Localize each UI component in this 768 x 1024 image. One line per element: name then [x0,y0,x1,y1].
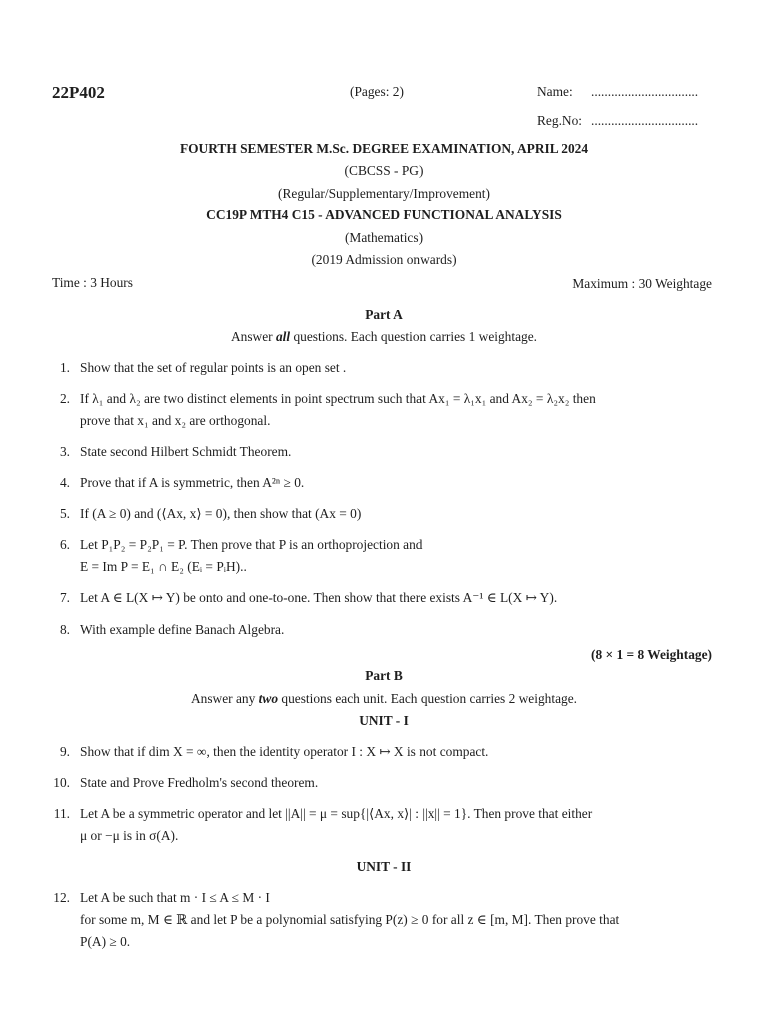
question-4: 4. Prove that if A is symmetric, then A²ⁿ ≥ 0. [59,475,305,490]
question-1: 1. Show that the set of regular points is an open set . [59,360,347,375]
part-a-weightage: (8 × 1 = 8 Weightage) [590,647,712,662]
unit-2-heading: UNIT - II [356,859,412,874]
admission: (2019 Admission onwards) [311,252,457,267]
exam-title: FOURTH SEMESTER M.Sc. DEGREE EXAMINATION, APRIL 2024 [179,141,589,156]
subject: (Mathematics) [344,230,424,245]
unit-1-heading: UNIT - I [359,713,409,728]
name-label: Name: [537,84,573,99]
name-dots: ................................ [591,84,699,99]
question-6: 6. Let P₁P₂ = P₂P₁ = P. Then prove that P is an orthoprojection and E = Im P = E₁ ∩ E₂ (Eᵢ = PᵢH).. [59,537,423,574]
paper-code: 22P402 [52,83,105,102]
maximum-weightage: Maximum : 30 Weightage [572,276,712,291]
exam-scheme: (CBCSS - PG) [344,163,424,178]
question-11: 11. Let A be a symmetric operator and let ||A|| = μ = sup{|⟨Ax, x⟩| : ||x|| = 1}. Then prove that either μ or −μ is in σ(A). [53,806,593,843]
question-5: 5. If (A ≥ 0) and (⟨Ax, x⟩ = 0), then show that (Ax = 0) [59,506,362,521]
exam-type: (Regular/Supplementary/Improvement) [278,186,490,201]
regno-dots: ................................ [591,113,699,128]
part-a-heading: Part A [365,307,403,322]
question-2: 2. If λ₁ and λ₂ are two distinct elements in point spectrum such that Ax₁ = λ₁x₁ and Ax₂ = λ₂x₂ then prove that x₁ and x₂ are orthogonal. [59,391,596,428]
regno-label: Reg.No: [537,113,583,128]
page-count: (Pages: 2) [350,84,404,99]
part-b-heading: Part B [365,668,403,683]
question-7: 7. Let A ∈ L(X ↦ Y) be onto and one-to-one. Then show that there exists A⁻¹ ∈ L(X ↦ Y). [59,590,558,605]
part-b-instructions: Answer any two questions each unit. Each question carries 2 weightage. [190,691,577,706]
part-a-instructions: Answer all questions. Each question carries 1 weightage. [230,329,538,344]
course-title: CC19P MTH4 C15 - ADVANCED FUNCTIONAL ANALYSIS [206,207,562,222]
question-8: 8. With example define Banach Algebra. [59,622,285,637]
time-allowed: Time : 3 Hours [52,275,133,290]
question-3: 3. State second Hilbert Schmidt Theorem. [59,444,292,459]
question-9: 9. Show that if dim X = ∞, then the identity operator I : X ↦ X is not compact. [59,744,489,759]
question-10: 10. State and Prove Fredholm's second theorem. [53,775,319,790]
question-12: 12. Let A be such that m · I ≤ A ≤ M · I for some m, M ∈ ℝ and let P be a polynomial satisfying P(z) ≥ 0 for all z ∈ [m, M]. Then prove that P(A) ≥ 0. [53,890,620,949]
